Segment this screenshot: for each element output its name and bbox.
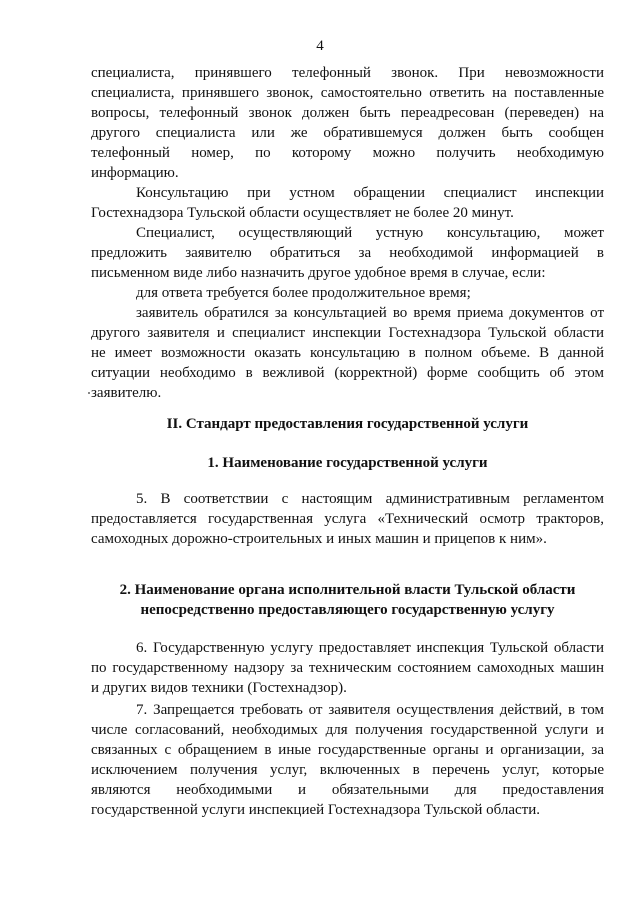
paragraph-line: другого специалиста или же обратившемуся должен быть сообщен — [91, 125, 604, 141]
paragraph-line: связанных с обращением в иные государственные органы и организации, за — [91, 742, 604, 758]
paragraph-line: специалиста, принявшего звонок, самостоятельно ответить на поставленные — [91, 85, 604, 101]
paragraph-line: 7. Запрещается требовать от заявителя осуществления действий, в том — [136, 702, 604, 718]
paragraph-line: 5. В соответствии с настоящим административным регламентом — [136, 491, 604, 507]
paragraph-line: специалиста, принявшего телефонный звонок. При невозможности — [91, 65, 604, 81]
paragraph-line: телефонный номер, по которому можно получить необходимую — [91, 145, 604, 161]
paragraph-line: информацию. — [91, 165, 179, 181]
subsection-heading: 1. Наименование государственной услуги — [207, 455, 488, 471]
page-number: 4 — [316, 38, 324, 54]
paragraph-line: являются необходимыми и обязательными для предоставления — [91, 782, 604, 798]
paragraph-line: заявителю. — [91, 385, 162, 401]
paragraph-line: Гостехнадзора Тульской области осуществляет не более 20 минут. — [91, 205, 514, 221]
paragraph-line: не имеет возможности оказать консультацию в полном объеме. В данной — [91, 345, 604, 361]
paragraph-line: и других видов техники (Гостехнадзор). — [91, 680, 347, 696]
paragraph-line: письменном виде либо назначить другое удобное время в случае, если: — [91, 265, 546, 281]
section-heading: II. Стандарт предоставления государственной услуги — [166, 416, 529, 432]
paragraph-line: числе согласований, необходимых для получения государственной услуги и — [91, 722, 604, 738]
paragraph-line: другого заявителя и специалист инспекции Гостехнадзора Тульской области — [91, 325, 604, 341]
subsection-heading: непосредственно предоставляющего государственную услугу — [140, 602, 555, 618]
paragraph-line: Специалист, осуществляющий устную консультацию, может — [136, 225, 604, 241]
paragraph-line: 6. Государственную услугу предоставляет инспекция Тульской области — [136, 640, 604, 656]
paragraph-line: заявитель обратился за консультацией во время приема документов от — [136, 305, 604, 321]
paragraph-line: по государственному надзору за техническим состоянием самоходных машин — [91, 660, 604, 676]
paragraph-line: самоходных дорожно-строительных и иных машин и прицепов к ним». — [91, 531, 547, 547]
paragraph-line: предоставляется государственная услуга «Технический осмотр тракторов, — [91, 511, 604, 527]
subsection-heading: 2. Наименование органа исполнительной власти Тульской области — [119, 582, 576, 598]
paragraph-line: для ответа требуется более продолжительное время; — [136, 285, 471, 301]
paragraph-line: исключением получения услуг, включенных в перечень услуг, которые — [91, 762, 604, 778]
paragraph-line: вопросы, телефонный звонок должен быть переадресован (переведен) на — [91, 105, 604, 121]
scan-speck — [88, 392, 90, 394]
paragraph-line: ситуации необходимо в вежливой (корректной) форме сообщить об этом — [91, 365, 604, 381]
paragraph-line: Консультацию при устном обращении специалист инспекции — [136, 185, 604, 201]
paragraph-line: государственной услуги инспекцией Гостехнадзора Тульской области. — [91, 802, 540, 818]
paragraph-line: предложить заявителю обратиться за необходимой информацией в — [91, 245, 604, 261]
